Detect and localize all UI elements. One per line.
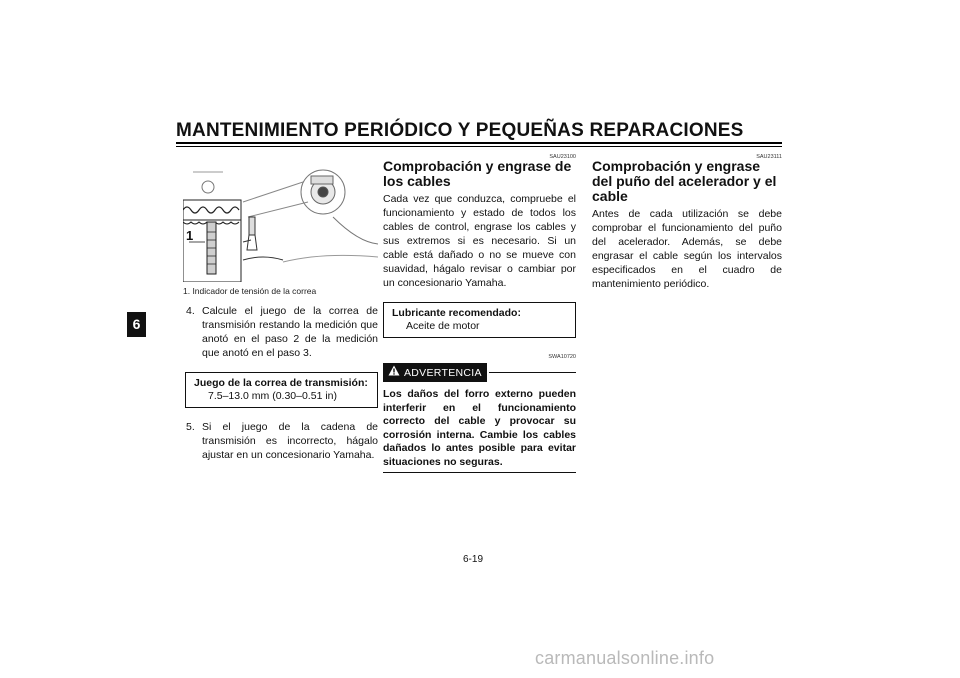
step-text: Si el juego de la cadena de transmisión es incorrecto, hágalo ajustar en un concesionario Yamaha. bbox=[202, 421, 378, 461]
section-body: Cada vez que conduzca, compruebe el funcionamiento y estado de todos los cables de control, engrase los cables y sus extremos si es necesario. Si un cable está dañado o no se mueve con suavidad, hágalo revisar o cambiar por un concesionario Yamaha. bbox=[383, 193, 576, 289]
column-right bbox=[592, 150, 782, 291]
section-title: Comprobación y engrase de los cables bbox=[383, 158, 572, 189]
step-5 bbox=[183, 420, 378, 462]
warning-badge bbox=[383, 363, 487, 382]
section-body: Antes de cada utilización se debe comprobar el funcionamiento del puño del acelerador. Además, se debe engrasar el cable según los intervalos especificados en el cuadro de mantenimiento periódico. bbox=[592, 208, 782, 290]
figure-caption: 1. Indicador de tensión de la correa bbox=[183, 286, 317, 296]
page-number: 6-19 bbox=[463, 554, 484, 565]
step-number: 5. bbox=[186, 421, 195, 433]
warning-text: Los daños del forro externo pueden interferir en el funcionamiento correcto del cable y provocar su corrosión interna. Cambie los cables dañados lo antes posible para evitar situaciones no seguras. bbox=[383, 388, 576, 468]
belt-tension-illustration bbox=[183, 162, 378, 282]
page-title: MANTENIMIENTO PERIÓDICO Y PEQUEÑAS REPARACIONES bbox=[176, 120, 744, 141]
warning-rule bbox=[489, 372, 576, 373]
section-title: Comprobación y engrase del puño del acelerador y el cable bbox=[592, 158, 777, 204]
section-code: SAU23111 bbox=[756, 154, 782, 160]
step-4 bbox=[183, 304, 378, 360]
column-left bbox=[183, 162, 378, 462]
section-code: SAU23100 bbox=[549, 154, 576, 160]
title-rule bbox=[176, 142, 782, 144]
warning-code: SWA10720 bbox=[548, 354, 576, 360]
warning-end-rule bbox=[383, 472, 576, 473]
warning-triangle-icon bbox=[388, 365, 400, 380]
warning-label: ADVERTENCIA bbox=[404, 366, 482, 379]
spec-value: Aceite de motor bbox=[406, 320, 480, 332]
belt-play-spec-box bbox=[185, 372, 378, 408]
title-rule-thin bbox=[176, 146, 782, 147]
column-middle bbox=[383, 150, 576, 473]
section-tab: 6 bbox=[127, 312, 146, 337]
watermark: carmanualsonline.info bbox=[535, 648, 715, 668]
lubricant-spec-box bbox=[383, 302, 576, 338]
spec-heading: Lubricante recomendado: bbox=[392, 307, 521, 319]
spec-heading: Juego de la correa de transmisión: bbox=[194, 377, 368, 389]
warning-header bbox=[383, 363, 576, 382]
step-number: 4. bbox=[186, 305, 195, 317]
step-text: Calcule el juego de la correa de transmisión restando la medición que anotó en el paso 2 de la medición que anotó en el paso 3. bbox=[202, 305, 378, 359]
belt-tension-figure bbox=[183, 162, 378, 282]
figure-callout: 1 bbox=[186, 228, 194, 243]
spec-value: 7.5–13.0 mm (0.30–0.51 in) bbox=[208, 390, 337, 402]
